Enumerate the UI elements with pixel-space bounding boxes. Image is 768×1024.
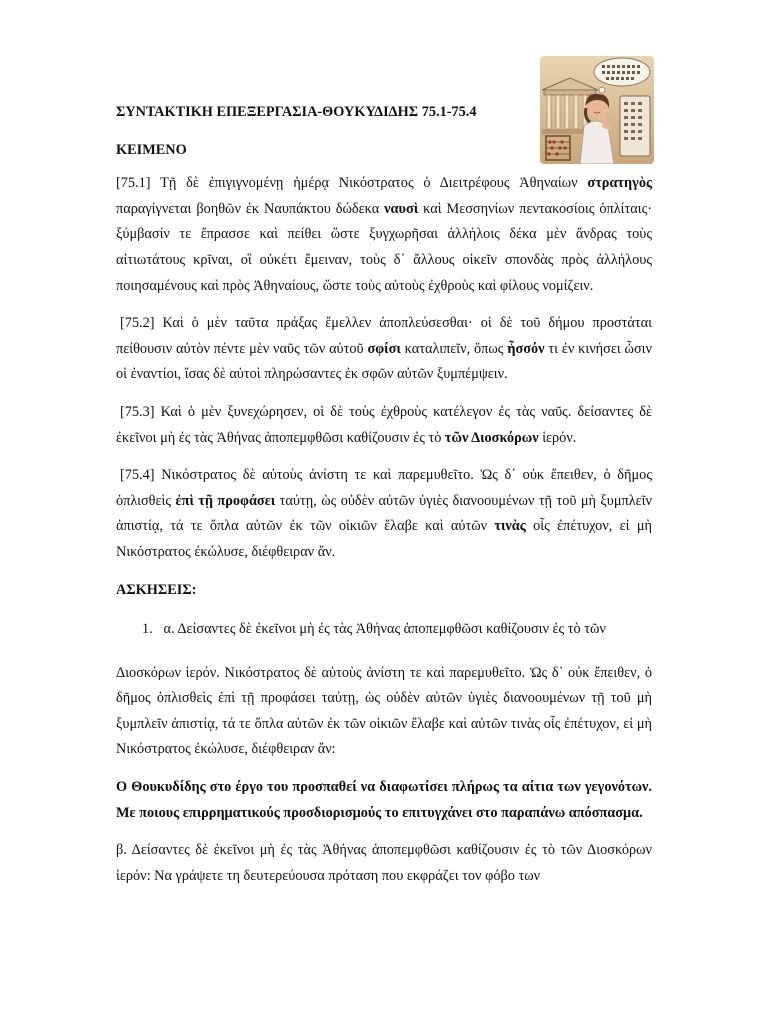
exercise-1b: β. Δείσαντες δὲ ἐκεῖνοι μὴ ἐς τὰς Ἀθήνας ἀποπεμφθῶσι καθίζουσιν ἐς τὸ τῶν Διοσκόρων ἱερόν: Να γράψετε τη δευτερεύουσα πρόταση που εκφράζει τον φόβο των [116, 842, 652, 884]
paragraph-text: [75.3] Καὶ ὁ μὲν ξυνεχώρησεν, οἱ δὲ τοὺς ἐχθροὺς κατέλεγον ἐς τὰς ναῦς. δείσαντες δὲ ἐκεῖνοι μὴ ἐς τὰς Ἀθήνας ἀποπεμφθῶσι καθίζουσιν ἐς τὸ [116, 403, 652, 446]
paragraph-text: παραγίγνεται βοηθῶν ἐκ Ναυπάκτου δώδεκα [116, 200, 385, 217]
exercise-1a-continuation: Διοσκόρων ἱερόν. Νικόστρατος δὲ αὐτοὺς ἀνίστη τε καὶ παρεμυθεῖτο. Ὡς δ᾽ οὐκ ἔπειθεν, ὁ δῆμος ὁπλισθεὶς ἐπὶ τῇ προφάσει ταύτῃ, ὡς οὐδὲν αὐτῶν ὑγιὲς διανοουμένων τῇ τοῦ μὴ ξυμπλεῖν ἀπιστίᾳ, τά τε ὅπλα αὐτῶν ἐκ τῶν οἰκιῶν ἔλαβε καὶ αὐτῶν τινὰς οἷς ἐπέτυχον, εἰ μὴ Νικόστρατος ἐκώλυσε, διέφθειραν ἄν: [116, 664, 652, 758]
paragraph-75-1 [116, 171, 652, 299]
paragraph-text: [75.4] Νικόστρατος δὲ αὐτοὺς ἀνίστη τε καὶ παρεμυθεῖτο. Ὡς δ᾽ οὐκ ἔπειθεν, ὁ δῆμος ὁπλισθεὶς [116, 467, 652, 509]
paragraph-75-2 [116, 311, 652, 388]
bold-word: τινὰς [494, 518, 526, 535]
paragraph-text: τι ἐν κινήσει ὦσιν οἱ ἐναντίοι, ἴσας δὲ αὐτοὶ πληρώσαντες ἐκ σφῶν αὐτῶν ξυμπέμψειν. [116, 340, 652, 383]
exercise-1a-question: Ο Θουκυδίδης στο έργο του προσπαθεί να διαφωτίσει πλήρως τα αίτια των γεγονότων. Με ποιους επιρρηματικούς προσδιορισμούς το επιτυγχάνει στο παραπάνω απόσπασμα. [116, 779, 652, 821]
bold-word: ἧσσόν [507, 340, 545, 357]
list-number: 1. [142, 621, 153, 638]
paragraph-text: καὶ Μεσσηνίων πεντακοσίοις ὁπλίταις· ξύμβασίν τε ἔπρασσε καὶ πείθει ὥστε ξυγχωρῆσαι ἀλλήλοις δέκα μὲν ἄνδρας τοὺς αἰτιωτάτους κρῖναι, οἳ οὐκέτι ἔμειναν, τοὺς δ᾽ ἄλλους οἰκεῖν σπονδὰς πρὸς ἀλλήλους ποιησαμένους καὶ πρὸς Ἀθηναίους, ὥστε τοὺς αὐτοὺς ἐχθροὺς καὶ φίλους νομίζειν. [116, 200, 652, 294]
bold-word: ἐπὶ τῇ προφάσει [175, 492, 276, 509]
section-text-heading: ΚΕΙΜΕΝΟ [116, 141, 187, 158]
exercises-heading: ΑΣΚΗΣΕΙΣ: [116, 581, 197, 598]
paragraph-text: ἱερόν. [538, 429, 577, 446]
document-title: ΣΥΝΤΑΚΤΙΚΗ ΕΠΕΞΕΡΓΑΣΙΑ-ΘΟΥΚΥΔΙΔΗΣ 75.1-75.4 [116, 104, 477, 120]
paragraph-75-3 [116, 400, 652, 451]
paragraph-75-4 [116, 463, 652, 565]
exercise-text: α. Δείσαντες δὲ ἐκεῖνοι μὴ ἐς τὰς Ἀθήνας ἀποπεμφθῶσι καθίζουσιν ἐς τὸ τῶν [163, 621, 606, 638]
paragraph-text: ταύτῃ, ὡς οὐδὲν αὐτῶν ὑγιὲς διανοουμένων τῇ τοῦ μὴ ξυμπλεῖν ἀπιστίᾳ, τά τε ὅπλα αὐτῶν ἐκ τῶν οἰκιῶν ἔλαβε καὶ αὐτῶν [116, 492, 652, 535]
paragraph-text: καταλιπεῖν, ὅπως [400, 340, 508, 357]
bold-word: σφίσι [367, 340, 401, 357]
bold-word: τῶν Διοσκόρων [444, 429, 539, 446]
paragraph-text: [75.2] Καὶ ὁ μὲν ταῦτα πράξας ἔμελλεν ἀποπλεύσεσθαι· οἱ δὲ τοῦ δήμου προστάται πείθουσιν αὐτὸν πέντε μὲν ναῦς τῶν αὑτοῦ [116, 315, 652, 357]
exercise-1a-first-line [116, 617, 652, 643]
paragraph-text: οἷς ἐπέτυχον, εἰ μὴ Νικόστρατος ἐκώλυσε, διέφθειραν ἄν. [116, 518, 652, 560]
bold-word: ναυσὶ [384, 200, 419, 217]
bold-word: στρατηγὸς [587, 175, 652, 192]
document-body [116, 100, 652, 889]
paragraph-text: [75.1] Τῇ δὲ ἐπιγιγνομένῃ ἡμέρᾳ Νικόστρατος ὁ Διειτρέφους Ἀθηναίων [116, 175, 588, 192]
